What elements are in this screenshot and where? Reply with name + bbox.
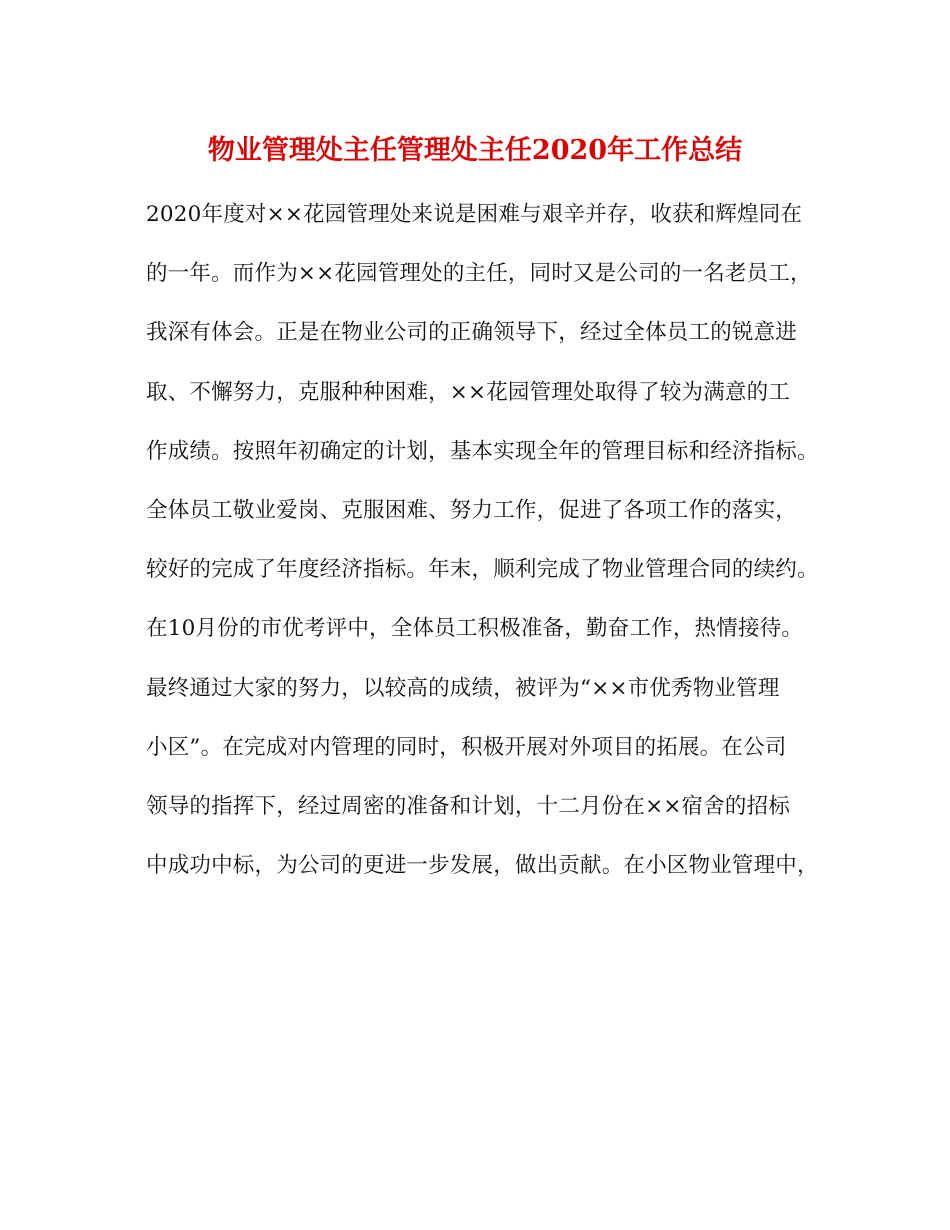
- body-line-11: 领导的指挥下，经过周密的准备和计划，十二月份在××宿舍的招标: [146, 793, 791, 819]
- body-line-8: 在10月份的市优考评中，全体员工积极准备，勤奋工作，热情接待。: [146, 616, 804, 642]
- body-line-4: 取、不懈努力，克服种种困难，××花园管理处取得了较为满意的工: [146, 379, 791, 405]
- body-line-10: 小区”。在完成对内管理的同时，积极开展对外项目的拓展。在公司: [146, 734, 787, 760]
- document-body: [146, 185, 826, 895]
- body-line-3: 我深有体会。正是在物业公司的正确领导下，经过全体员工的锐意进: [146, 320, 798, 346]
- body-line-1: 2020年度对××花园管理处来说是困难与艰辛并存，收获和辉煌同在: [146, 202, 803, 227]
- body-line-2: 的一年。而作为××花园管理处的主任，同时又是公司的一名老员工，: [146, 261, 812, 287]
- body-line-12: 中成功中标，为公司的更进一步发展，做出贡献。在小区物业管理中，: [146, 853, 819, 879]
- document-title: 物业管理处主任管理处主任2020年工作总结: [207, 135, 743, 166]
- body-line-5: 作成绩。按照年初确定的计划，基本实现全年的管理目标和经济指标。: [146, 438, 819, 464]
- body-line-9: 最终通过大家的努力，以较高的成绩，被评为“××市优秀物业管理: [146, 675, 780, 701]
- body-line-7: 较好的完成了年度经济指标。年末，顺利完成了物业管理合同的续约。: [146, 557, 819, 583]
- body-line-6: 全体员工敬业爱岗、克服困难、努力工作，促进了各项工作的落实，: [146, 497, 798, 523]
